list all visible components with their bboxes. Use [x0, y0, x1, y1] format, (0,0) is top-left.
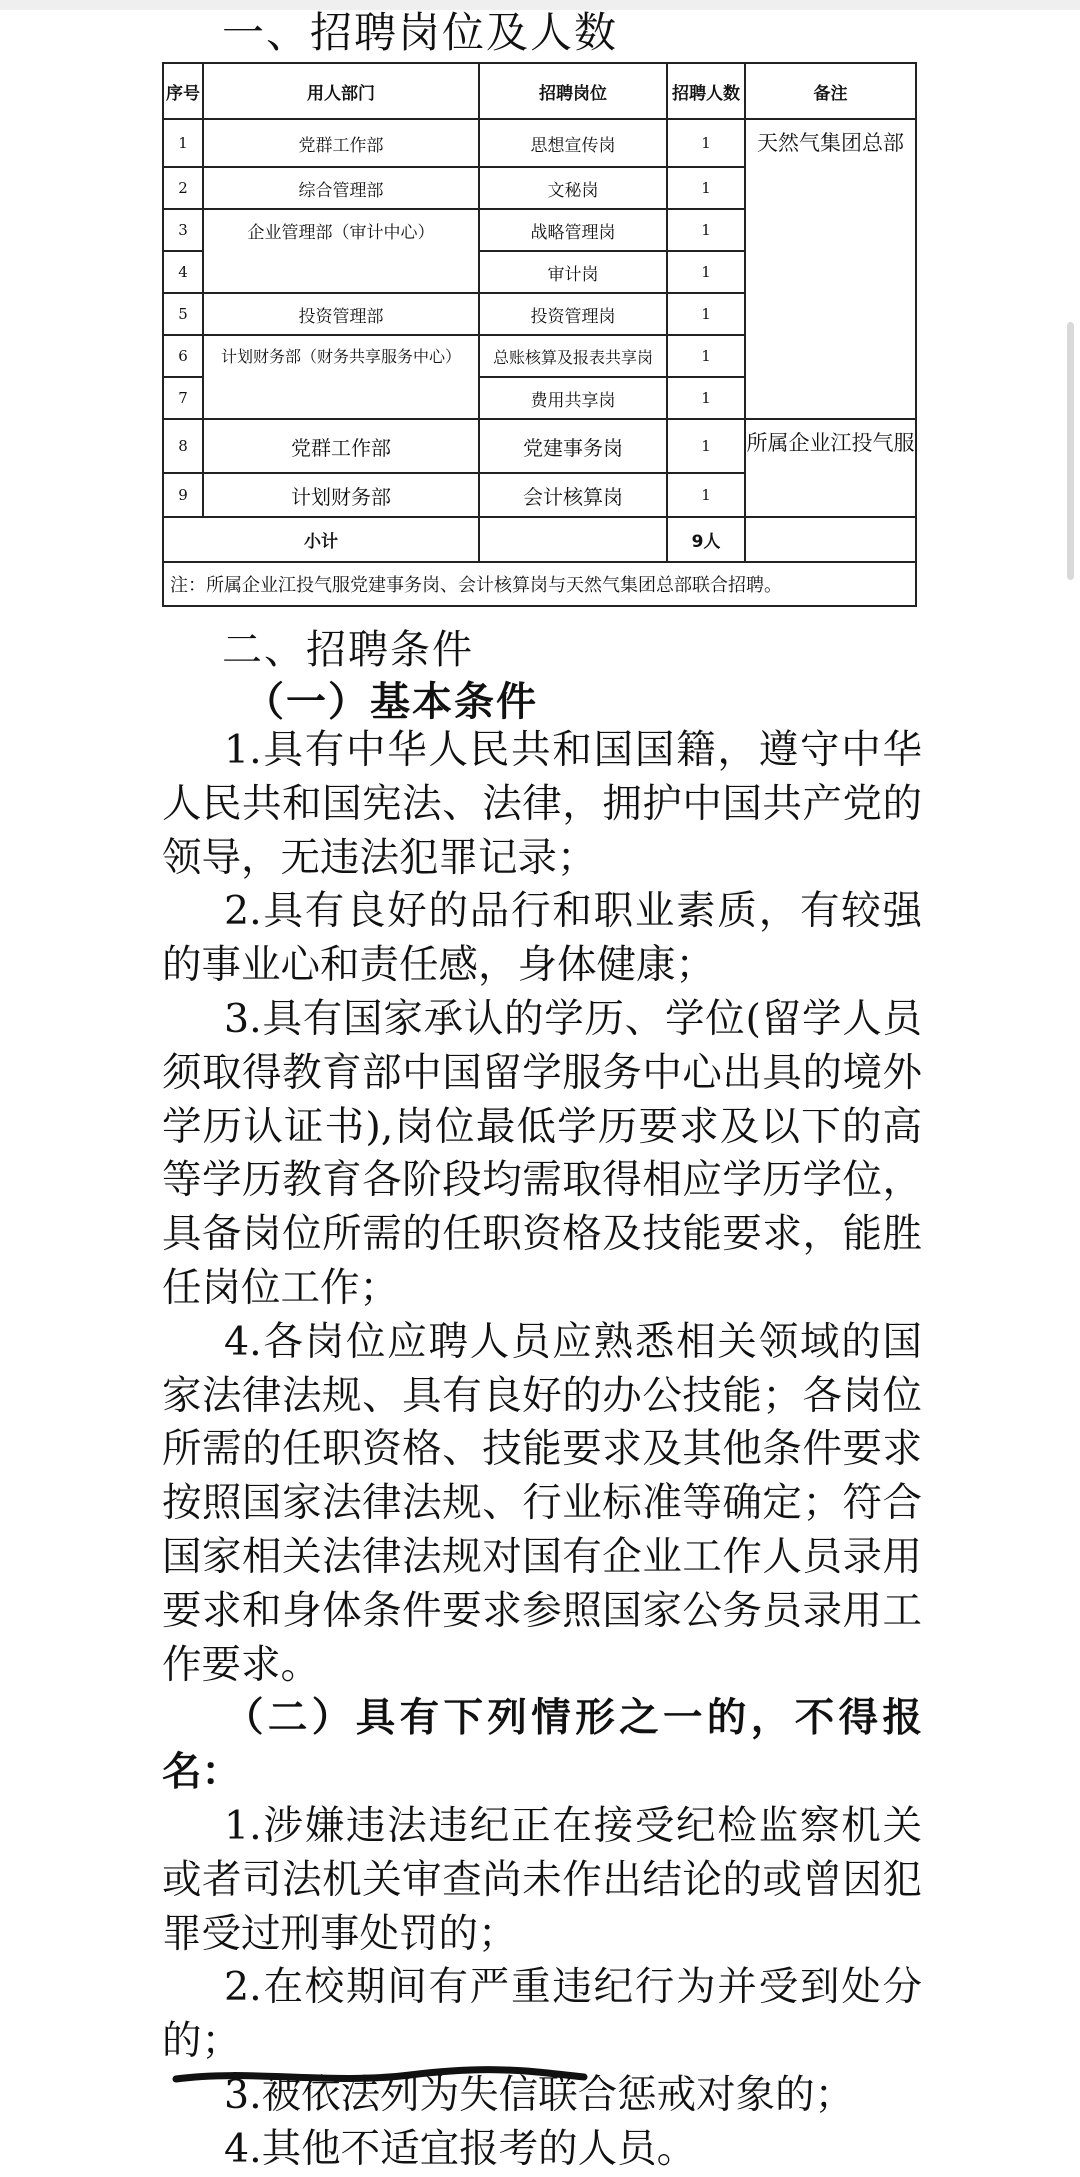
header-dept: 用人部门	[203, 63, 479, 119]
row-post: 费用共享岗	[479, 377, 667, 419]
note-row	[163, 562, 916, 606]
row-post: 投资管理岗	[479, 293, 667, 335]
subtotal-label: 小计	[163, 517, 479, 562]
row-dept: 计划财务部（财务共享服务中心）	[203, 335, 479, 419]
redaction-scribble	[170, 2065, 590, 2089]
row-dept: 计划财务部	[203, 473, 479, 517]
remark-hq: 天然气集团总部	[745, 119, 916, 419]
subtotal-remark-empty	[745, 517, 916, 562]
subtotal-empty	[479, 517, 667, 562]
row-no: 6	[163, 335, 203, 377]
row-post: 会计核算岗	[479, 473, 667, 517]
row-post: 总账核算及报表共享岗	[479, 335, 667, 377]
table-row	[163, 419, 916, 473]
row-no: 4	[163, 251, 203, 293]
row-count: 1	[667, 251, 745, 293]
paragraph-exclusion-2: 2.在校期间有严重违纪行为并受到处分的；	[162, 1964, 922, 2065]
paragraph-condition-2: 2.具有良好的品行和职业素质，有较强的事业心和责任感，身体健康；	[162, 888, 922, 989]
subtotal-value: 9人	[667, 517, 745, 562]
recruitment-table	[162, 62, 917, 607]
row-count: 1	[667, 335, 745, 377]
table-header-row	[163, 63, 916, 119]
row-count: 1	[667, 473, 745, 517]
row-dept: 党群工作部	[203, 419, 479, 473]
header-count: 招聘人数	[667, 63, 745, 119]
row-no: 2	[163, 167, 203, 209]
row-dept: 党群工作部	[203, 119, 479, 167]
conditions-body	[162, 724, 922, 2177]
row-dept: 综合管理部	[203, 167, 479, 209]
row-dept: 企业管理部（审计中心）	[203, 209, 479, 293]
row-post: 审计岗	[479, 251, 667, 293]
row-count: 1	[667, 419, 745, 473]
row-post: 党建事务岗	[479, 419, 667, 473]
section2-title: 二、招聘条件	[222, 627, 474, 673]
row-no: 8	[163, 419, 203, 473]
table-row	[163, 119, 916, 167]
row-no: 7	[163, 377, 203, 419]
row-post: 文秘岗	[479, 167, 667, 209]
section1-title: 一、招聘岗位及人数	[222, 8, 619, 57]
paragraph-exclusion-1: 1.涉嫌违法违纪正在接受纪检监察机关或者司法机关审查尚未作出结论的或曾因犯罪受过刑事处罚的；	[162, 1802, 922, 1957]
row-post: 思想宣传岗	[479, 119, 667, 167]
row-post: 战略管理岗	[479, 209, 667, 251]
row-no: 1	[163, 119, 203, 167]
paragraph-condition-4: 4.各岗位应聘人员应熟悉相关领域的国家法律法规、具有良好的办公技能；各岗位所需的任职资格、技能要求及其他条件要求按照国家法律法规、行业标准等确定；符合国家相关法律法规对国有企业工作人员录用要求和身体条件要求参照国家公务员录用工作要求。	[162, 1318, 922, 1688]
row-count: 1	[667, 377, 745, 419]
row-no: 9	[163, 473, 203, 517]
subsection2-title: （二）具有下列情形之一的，不得报名：	[162, 1695, 922, 1796]
row-no: 5	[163, 293, 203, 335]
header-post: 招聘岗位	[479, 63, 667, 119]
subtotal-row	[163, 517, 916, 562]
row-count: 1	[667, 209, 745, 251]
header-no: 序号	[163, 63, 203, 119]
paragraph-condition-1: 1.具有中华人民共和国国籍，遵守中华人民共和国宪法、法律，拥护中国共产党的领导，无违法犯罪记录；	[162, 727, 922, 881]
table-note: 注：所属企业江投气服党建事务岗、会计核算岗与天然气集团总部联合招聘。	[163, 562, 916, 606]
subsection1-title: （一）基本条件	[244, 679, 538, 725]
row-no: 3	[163, 209, 203, 251]
scrollbar-thumb[interactable]	[1067, 322, 1074, 580]
row-count: 1	[667, 119, 745, 167]
paragraph-exclusion-4: 4.其他不适宜报考的人员。	[224, 2125, 697, 2172]
paragraph-exclusion-3: 3.被依法列为失信联合惩戒对象的；	[224, 2071, 855, 2118]
remark-sub: 所属企业江投气服	[745, 419, 916, 517]
header-remark: 备注	[745, 63, 916, 119]
row-dept: 投资管理部	[203, 293, 479, 335]
row-count: 1	[667, 293, 745, 335]
paragraph-condition-3: 3.具有国家承认的学历、学位(留学人员须取得教育部中国留学服务中心出具的境外学历认证书),岗位最低学历要求及以下的高等学历教育各阶段均需取得相应学历学位，具备岗位所需的任职资格及技能要求，能胜任岗位工作；	[162, 995, 922, 1311]
row-count: 1	[667, 167, 745, 209]
